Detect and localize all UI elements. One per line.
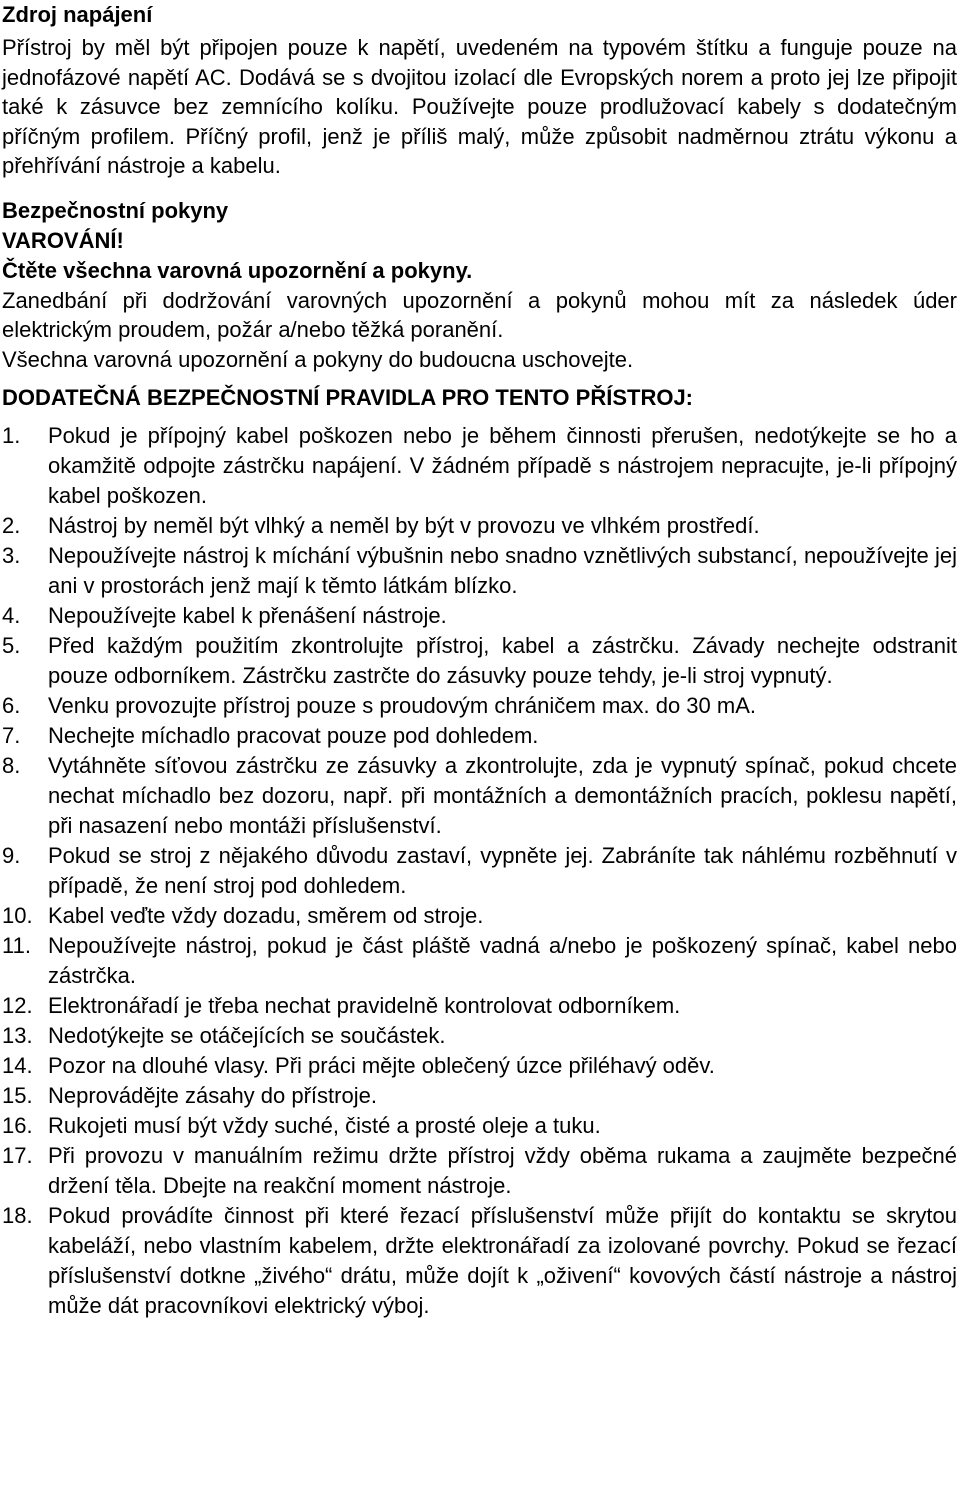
rule-item xyxy=(2,541,957,601)
rule-number: 17. xyxy=(2,1143,33,1168)
rule-text: Pokud je přípojný kabel poškozen nebo je během činnosti přerušen, nedotýkejte se ho a okamžitě odpojte zástrčku napájení. V žádném případě s nástrojem nepracujte, je-li přípojný kabel poškozen. xyxy=(48,423,957,508)
rule-text: Venku provozujte přístroj pouze s proudovým chráničem max. do 30 mA. xyxy=(48,693,757,718)
rule-item xyxy=(2,1021,957,1051)
rule-text: Vytáhněte síťovou zástrčku ze zásuvky a zkontrolujte, zda je vypnutý spínač, pokud chcete nechat míchadlo bez dozoru, např. při montážních a demontážních pracích, poklesu napětí, při nasazení nebo montáži příslušenství. xyxy=(48,753,957,838)
rule-number: 18. xyxy=(2,1203,33,1228)
rule-number: 11. xyxy=(2,933,31,958)
rule-item xyxy=(2,1201,957,1321)
rule-number: 10. xyxy=(2,903,33,928)
rule-item xyxy=(2,601,957,631)
rule-item xyxy=(2,1051,957,1081)
rule-number: 2. xyxy=(2,513,21,538)
rule-text: Před každým použitím zkontrolujte přístroj, kabel a zástrčku. Závady nechejte odstranit pouze odborníkem. Zástrčku zastrčte do zásuvky pouze tehdy, je-li stroj vypnutý. xyxy=(48,633,957,688)
rule-item xyxy=(2,841,957,901)
warning-label: VAROVÁNÍ! xyxy=(2,227,124,253)
safety-heading: Bezpečnostní pokyny xyxy=(2,197,229,223)
power-paragraph: Přístroj by měl být připojen pouze k napětí, uvedeném na typovém štítku a funguje pouze na jednofázové napětí AC. Dodává se s dvojitou izolací dle Evropských norem a proto jej lze připojit také k zásuvce bez zemnícího kolíku. Používejte pouze prodlužovací kabely s dodatečným příčným profilem. Příčný profil, jenž je příliš malý, může způsobit nadměrnou ztrátu výkonu a přehřívání nástroje a kabelu. xyxy=(2,35,957,178)
rule-item xyxy=(2,691,957,721)
rule-item xyxy=(2,1111,957,1141)
rule-number: 5. xyxy=(2,633,21,658)
safety-paragraph-2: Všechna varovná upozornění a pokyny do budoucna uschovejte. xyxy=(2,346,634,372)
rule-text: Nepoužívejte kabel k přenášení nástroje. xyxy=(48,603,447,628)
rule-item xyxy=(2,751,957,841)
rule-text: Nepoužívejte nástroj k míchání výbušnin nebo snadno vznětlivých substancí, nepoužívejte jej ani v prostorách jenž mají k těmto látkám blízko. xyxy=(48,543,957,598)
rule-text: Při provozu v manuálním režimu držte přístroj vždy oběma rukama a zaujměte bezpečné držení těla. Dbejte na reakční moment nástroje. xyxy=(48,1143,957,1198)
safety-paragraph-1: Zanedbání při dodržování varovných upozornění a pokynů mohou mít za následek úder elektrickým proudem, požár a/nebo těžká poranění. xyxy=(2,287,957,342)
rule-text: Pokud provádíte činnost při které řezací příslušenství může přijít do kontaktu se skrytou kabeláží, nebo vlastním kabelem, držte elektronářadí za izolované povrchy. Pokud se řezací příslušenství dotkne „živého“ drátu, může dojít k „oživení“ kovových částí nástroje a nástroj může dát pracovníkovi elektrický výboj. xyxy=(48,1203,957,1318)
read-all-instruction: Čtěte všechna varovná upozornění a pokyny. xyxy=(2,257,473,283)
rule-item xyxy=(2,511,957,541)
rule-number: 9. xyxy=(2,843,21,868)
rule-text: Rukojeti musí být vždy suché, čisté a prosté oleje a tuku. xyxy=(48,1113,601,1138)
rule-item xyxy=(2,1081,957,1111)
rule-text: Neprovádějte zásahy do přístroje. xyxy=(48,1083,377,1108)
rule-number: 12. xyxy=(2,993,33,1018)
rule-number: 7. xyxy=(2,723,21,748)
rules-heading: DODATEČNÁ BEZPEČNOSTNÍ PRAVIDLA PRO TENTO PŘÍSTROJ: xyxy=(2,385,694,410)
rule-text: Nástroj by neměl být vlhký a neměl by být v provozu ve vlhkém prostředí. xyxy=(48,513,760,538)
rules-list xyxy=(2,421,957,1321)
rule-item xyxy=(2,931,957,991)
rule-text: Nepoužívejte nástroj, pokud je část pláště vadná a/nebo je poškozený spínač, kabel nebo zástrčka. xyxy=(48,933,957,988)
power-heading: Zdroj napájení xyxy=(2,2,153,27)
rule-item xyxy=(2,1141,957,1201)
rule-item xyxy=(2,721,957,751)
rule-item xyxy=(2,421,957,511)
rule-number: 14. xyxy=(2,1053,33,1078)
rule-text: Nechejte míchadlo pracovat pouze pod dohledem. xyxy=(48,723,539,748)
rule-text: Pokud se stroj z nějakého důvodu zastaví, vypněte jej. Zabráníte tak náhlému rozběhnutí v případě, že není stroj pod dohledem. xyxy=(48,843,957,898)
rule-number: 1. xyxy=(2,423,21,448)
rule-text: Elektronářadí je třeba nechat pravidelně kontrolovat odborníkem. xyxy=(48,993,681,1018)
rule-number: 15. xyxy=(2,1083,33,1108)
rule-text: Nedotýkejte se otáčejících se součástek. xyxy=(48,1023,446,1048)
rule-item xyxy=(2,901,957,931)
rule-item xyxy=(2,991,957,1021)
rule-number: 13. xyxy=(2,1023,33,1048)
rule-text: Pozor na dlouhé vlasy. Při práci mějte oblečený úzce přiléhavý oděv. xyxy=(48,1053,715,1078)
rule-number: 6. xyxy=(2,693,21,718)
rule-text: Kabel veďte vždy dozadu, směrem od stroje. xyxy=(48,903,484,928)
rule-number: 16. xyxy=(2,1113,33,1138)
rule-number: 4. xyxy=(2,603,21,628)
rule-number: 8. xyxy=(2,753,21,778)
rule-item xyxy=(2,631,957,691)
rule-number: 3. xyxy=(2,543,21,568)
